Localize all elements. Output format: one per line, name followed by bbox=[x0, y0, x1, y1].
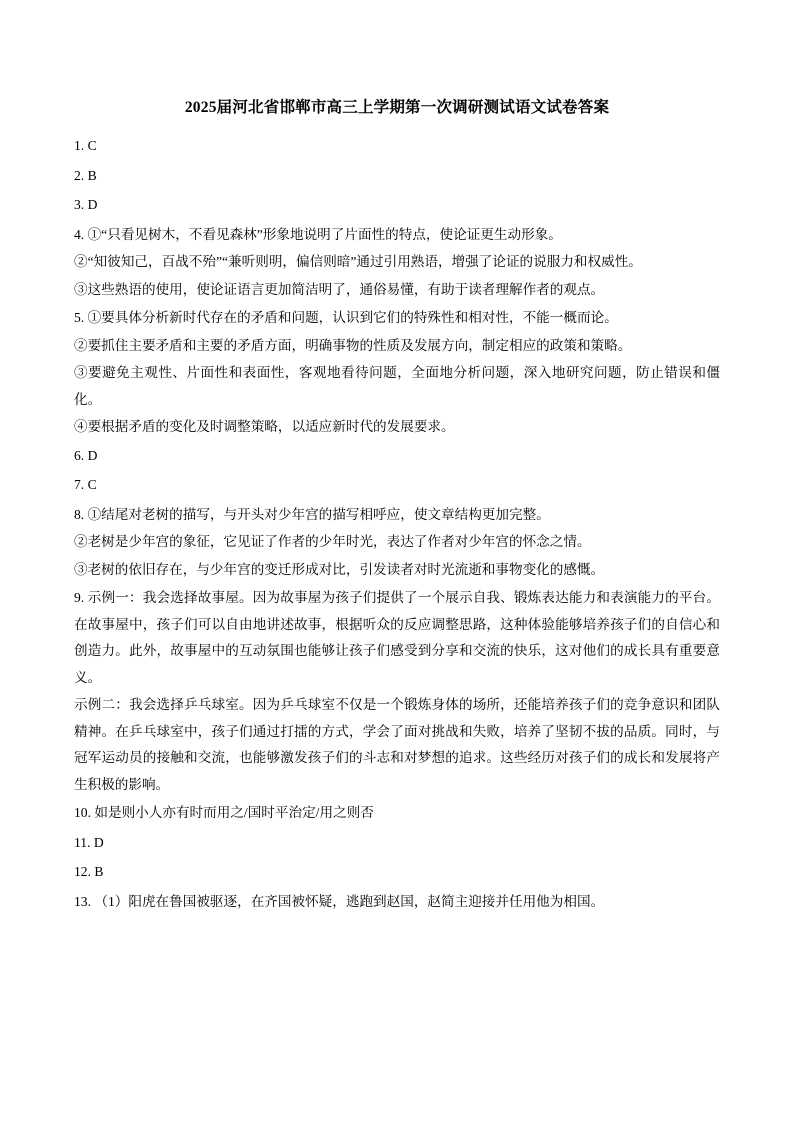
answer-item-1 bbox=[74, 133, 720, 160]
answer-line: 6. D bbox=[74, 447, 98, 463]
answer-line: 4. ①“只看见树木，不看见森林”形象地说明了片面性的特点，使论证更生动形象。 bbox=[74, 226, 562, 242]
answer-line: 13. （1）阳虎在鲁国被驱逐，在齐国被怀疑，逃跑到赵国，赵简主迎接并任用他为相国。 bbox=[74, 893, 605, 909]
answer-line: 3. D bbox=[74, 197, 98, 213]
answer-line: 12. B bbox=[74, 864, 104, 880]
page-title: 2025届河北省邯郸市高三上学期第一次调研测试语文试卷答案 bbox=[184, 99, 610, 116]
answer-line: 2. B bbox=[74, 167, 97, 183]
answer-line: ④要根据矛盾的变化及时调整策略，以适应新时代的发展要求。 bbox=[74, 419, 455, 435]
answer-item-8 bbox=[74, 502, 720, 584]
answer-line: ②“知彼知己，百战不殆”“兼听则明，偏信则暗”通过引用熟语，增强了论证的说服力和权威性。 bbox=[74, 254, 642, 270]
answer-item-13 bbox=[74, 889, 720, 916]
answer-item-11 bbox=[74, 830, 720, 857]
answer-line: 11. D bbox=[74, 834, 104, 850]
answer-item-6 bbox=[74, 443, 720, 470]
answer-line: 7. C bbox=[74, 477, 97, 493]
answer-line: 5. ①要具体分析新时代存在的矛盾和问题，认识到它们的特殊性和相对性，不能一概而论。 bbox=[74, 310, 618, 326]
answer-item-3 bbox=[74, 192, 720, 219]
answer-line: ③要避免主观性、片面性和表面性，客观地看待问题，全面地分析问题，深入地研究问题，防止错误和僵化。 bbox=[74, 365, 720, 407]
answer-line: ③老树的依旧存在，与少年宫的变迁形成对比，引发读者对时光流逝和事物变化的感慨。 bbox=[74, 561, 605, 577]
answer-line: ②老树是少年宫的象征，它见证了作者的少年时光，表达了作者对少年宫的怀念之情。 bbox=[74, 534, 591, 550]
answer-item-5 bbox=[74, 305, 720, 441]
answer-line: 10. 如是则小人亦有时而用之/国时平治定/用之则否 bbox=[74, 805, 374, 821]
answer-line: 示例二：我会选择乒乓球室。因为乒乓球室不仅是一个锻炼身体的场所，还能培养孩子们的竞争意识和团队精神。在乒乓球室中，孩子们通过打擂的方式，学会了面对挑战和失败，培养了坚韧不拔的品质。同时，与冠军运动员的接触和交流，也能够激发孩子们的斗志和对梦想的追求。这些经历对孩子们的成长和发展将产生积极的影响。 bbox=[74, 697, 720, 792]
answer-item-4 bbox=[74, 222, 720, 304]
answer-line: 8. ①结尾对老树的描写，与开头对少年宫的描写相呼应，使文章结构更加完整。 bbox=[74, 506, 550, 522]
answer-item-2 bbox=[74, 163, 720, 190]
answer-line: ③这些熟语的使用，使论证语言更加简洁明了，通俗易懂，有助于读者理解作者的观点。 bbox=[74, 281, 605, 297]
answer-list bbox=[74, 133, 720, 915]
answer-item-12 bbox=[74, 859, 720, 886]
answer-item-9 bbox=[74, 585, 720, 798]
answer-line: 9. 示例一：我会选择故事屋。因为故事屋为孩子们提供了一个展示自我、锻炼表达能力和表演能力的平台。在故事屋中，孩子们可以自由地讲述故事，根据听众的反应调整思路，这种体验能够培养孩子们的自信心和创造力。此外，故事屋中的互动氛围也能够让孩子们感受到分享和交流的快乐，这对他们的成长具有重要意义。 bbox=[74, 590, 720, 685]
answer-line: ②要抓住主要矛盾和主要的矛盾方面，明确事物的性质及发展方向，制定相应的政策和策略。 bbox=[74, 337, 632, 353]
answer-item-10 bbox=[74, 800, 720, 827]
answer-item-7 bbox=[74, 472, 720, 499]
answer-line: 1. C bbox=[74, 138, 97, 154]
